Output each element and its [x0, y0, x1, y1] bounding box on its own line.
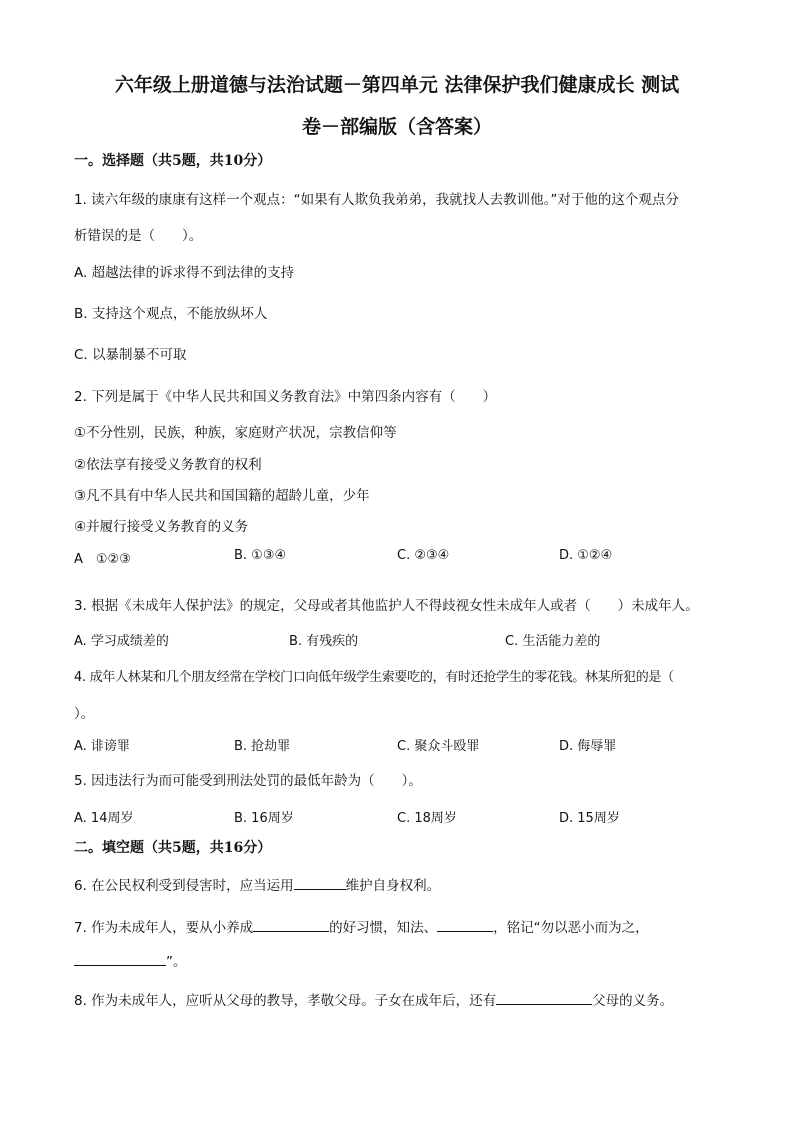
question-6-text-a: 6. 在公民权利受到侵害时，应当运用 — [74, 878, 294, 894]
answer-blank[interactable] — [74, 951, 166, 966]
answer-blank[interactable] — [437, 917, 493, 932]
question-8-text-b: 父母的义务。 — [592, 993, 674, 1009]
question-5-option-a: A. 14周岁 — [74, 811, 134, 826]
question-2-statement-4: ④并履行接受义务教育的义务 — [74, 519, 249, 535]
question-5-option-d: D. 15周岁 — [559, 811, 620, 826]
section-heading-fill-in: 二。填空题（共5题，共16分） — [74, 840, 272, 856]
question-5-option-b: B. 16周岁 — [234, 811, 294, 826]
question-4-text: 4. 成年人林某和几个朋友经常在学校门口向低年级学生索要吃的，有时还抢学生的零花钱。林某所犯的是（ — [74, 670, 674, 685]
question-7-text-b: 的好习惯，知法、 — [329, 920, 438, 936]
question-6-text-b: 维护自身权利。 — [345, 878, 441, 894]
question-6 — [74, 874, 440, 894]
document-title-line1: 六年级上册道德与法治试题－第四单元 法律保护我们健康成长 测试 — [114, 74, 680, 96]
question-5-text: 5. 因违法行为而可能受到刑法处罚的最低年龄为（ ）。 — [74, 773, 422, 789]
question-1-option-a: A. 超越法律的诉求得不到法律的支持 — [74, 265, 295, 281]
question-7 — [74, 916, 649, 936]
question-5-option-c: C. 18周岁 — [397, 811, 457, 826]
question-7-text-a: 7. 作为未成年人，要从小养成 — [74, 920, 254, 936]
question-4-text-cont: ）。 — [74, 706, 95, 722]
document-title-line2: 卷－部编版（含答案） — [301, 116, 492, 138]
question-4-option-c: C. 聚众斗殴罪 — [397, 739, 480, 754]
question-7-cont — [74, 950, 187, 970]
question-3-option-c: C. 生活能力差的 — [505, 634, 601, 649]
question-8 — [74, 989, 673, 1009]
question-2-statement-3: ③凡不具有中华人民共和国国籍的超龄儿童，少年 — [74, 488, 370, 504]
question-2-option-a: A ①②③ — [74, 552, 131, 567]
question-4-option-b: B. 抢劫罪 — [234, 739, 291, 754]
question-2-option-d: D. ①②④ — [559, 548, 613, 563]
question-2-statement-1: ①不分性别，民族，种族，家庭财产状况，宗教信仰等 — [74, 425, 397, 441]
question-3-option-b: B. 有残疾的 — [289, 634, 359, 649]
question-7-text-c: ，铭记“勿以恶小而为之， — [493, 920, 649, 936]
answer-blank[interactable] — [294, 875, 346, 890]
section-heading-multiple-choice: 一。选择题（共5题，共10分） — [74, 153, 272, 169]
question-2-option-b: B. ①③④ — [234, 548, 287, 563]
question-8-text-a: 8. 作为未成年人，应听从父母的教导，孝敬父母。子女在成年后，还有 — [74, 993, 497, 1009]
question-1-text-cont: 析错误的是（ ）。 — [74, 228, 203, 244]
question-7-text-d: ”。 — [166, 954, 187, 970]
question-4-option-d: D. 侮辱罪 — [559, 739, 617, 754]
question-3-option-a: A. 学习成绩差的 — [74, 634, 169, 649]
answer-blank[interactable] — [496, 990, 592, 1005]
question-4-option-a: A. 诽谤罪 — [74, 739, 130, 754]
question-3-text: 3. 根据《未成年人保护法》的规定，父母或者其他监护人不得歧视女性未成年人或者（ ）未成年人。 — [74, 598, 699, 614]
answer-blank[interactable] — [253, 917, 329, 932]
question-2-statement-2: ②依法享有接受义务教育的权利 — [74, 457, 262, 473]
question-1-option-b: B. 支持这个观点，不能放纵坏人 — [74, 306, 268, 322]
question-2-option-c: C. ②③④ — [397, 548, 450, 563]
question-2-text: 2. 下列是属于《中华人民共和国义务教育法》中第四条内容有（ ） — [74, 389, 497, 405]
question-1-option-c: C. 以暴制暴不可取 — [74, 347, 187, 363]
question-1-text: 1. 读六年级的康康有这样一个观点：“如果有人欺负我弟弟，我就找人去教训他。”对于他的这个观点分 — [74, 192, 679, 208]
